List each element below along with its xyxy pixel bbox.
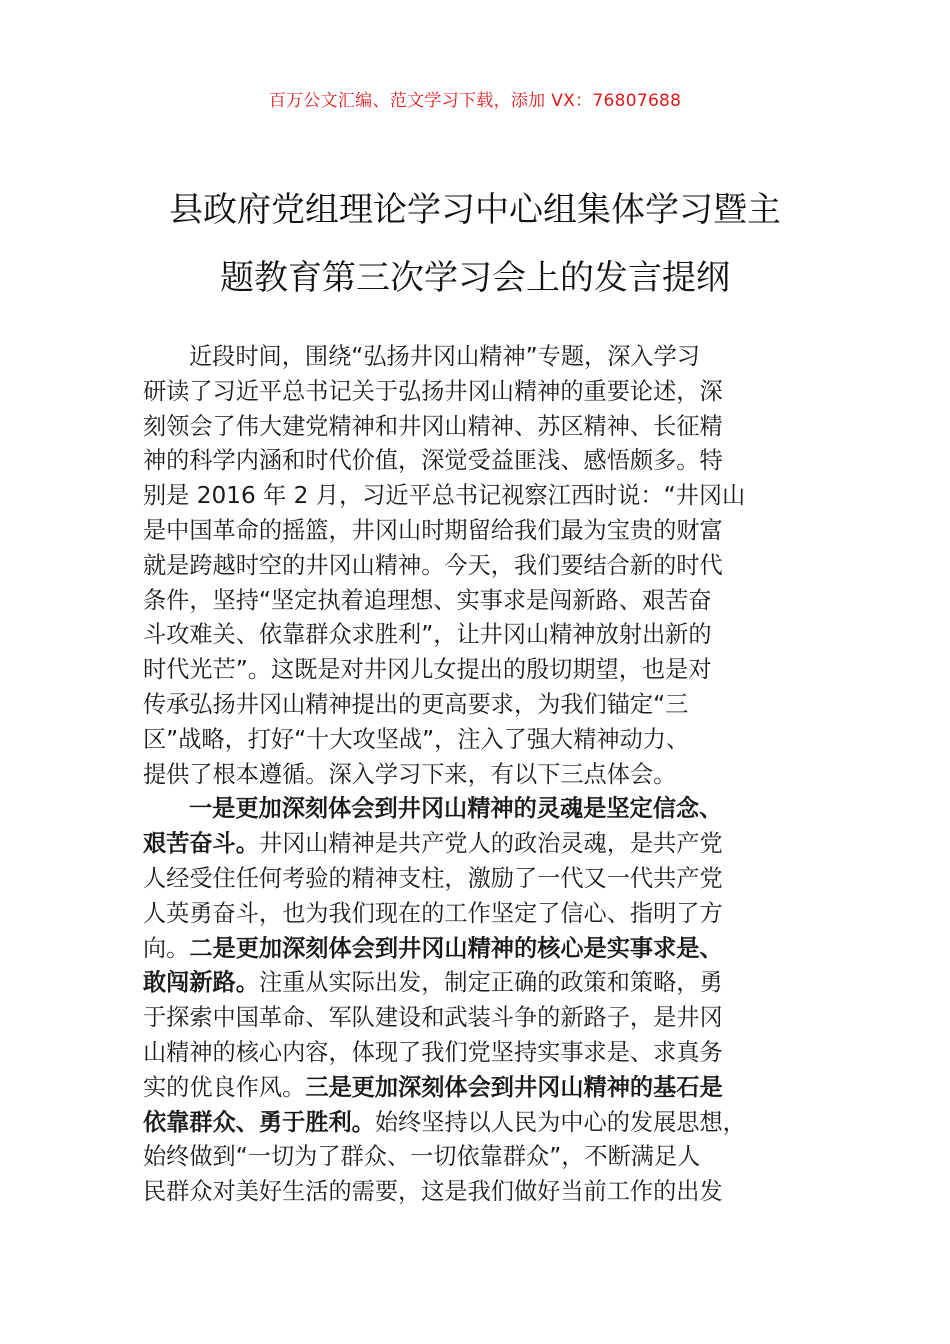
- body-line: [143, 444, 807, 479]
- text-segment: 始终做到“一切为了群众、一切依靠群众”，不断满足人: [143, 1143, 701, 1171]
- bold-text-segment: 依靠群众、勇于胜利。: [143, 1108, 375, 1136]
- bold-text-segment: 一是更加深刻体会到井冈山精神的灵魂是坚定信念、: [189, 795, 723, 823]
- text-segment: 研读了习近平总书记关于弘扬井冈山精神的重要论述，深: [143, 377, 723, 405]
- text-segment: 区”战略，打好“十大攻坚战”，注入了强大精神动力、: [143, 725, 690, 753]
- body-line: [143, 479, 807, 514]
- body-line: [143, 897, 807, 932]
- text-segment: 于探索中国革命、军队建设和武装斗争的新路子，是井冈: [143, 1004, 723, 1032]
- text-segment: 始终坚持以人民为中心的发展思想，: [374, 1108, 746, 1136]
- body-line: [143, 584, 807, 619]
- text-segment: 刻领会了伟大建党精神和井冈山精神、苏区精神、长征精: [143, 412, 723, 440]
- text-segment: 井冈山精神是共产党人的政治灵魂，是共产党: [258, 830, 723, 858]
- body-line: [143, 932, 807, 967]
- body-line: [143, 792, 807, 827]
- title-line-1: 县政府党组理论学习中心组集体学习暨主: [169, 190, 781, 230]
- body-line: [143, 862, 807, 897]
- text-segment: 民群众对美好生活的需要，这是我们做好当前工作的出发: [143, 1178, 723, 1206]
- bold-text-segment: 二是更加深刻体会到井冈山精神的核心是实事求是、: [189, 934, 723, 962]
- body-line: [143, 827, 807, 862]
- text-segment: 神的科学内涵和时代价值，深觉受益匪浅、感悟颇多。特: [143, 447, 723, 475]
- text-segment: 是中国革命的摇篮，井冈山时期留给我们最为宝贵的财富: [143, 516, 723, 544]
- text-segment: 条件，坚持“坚定执着追理想、实事求是闯新路、艰苦奋: [143, 586, 712, 614]
- body-line: [143, 653, 807, 688]
- text-segment: 时代光芒”。这既是对井冈儿女提出的殷切期望，也是对: [143, 656, 712, 684]
- body-line: [143, 758, 807, 793]
- body-line: [143, 375, 807, 410]
- bold-text-segment: 三是更加深刻体会到井冈山精神的基石是: [305, 1073, 723, 1101]
- body-line: [143, 688, 807, 723]
- bold-text-segment: 艰苦奋斗。: [143, 830, 259, 858]
- body-line: [143, 1001, 807, 1036]
- body-line: [143, 618, 807, 653]
- body-line: [143, 549, 807, 584]
- text-segment: 实的优良作风。: [143, 1073, 306, 1101]
- body-line: [143, 1140, 807, 1175]
- body-line: [143, 1175, 807, 1210]
- text-segment: 人经受住任何考验的精神支柱，激励了一代又一代共产党: [143, 864, 723, 892]
- text-segment: 斗攻难关、依靠群众求胜利”，让井冈山精神放射出新的: [143, 621, 712, 649]
- body-line: [143, 1036, 807, 1071]
- text-segment: 注重从实际出发，制定正确的政策和策略，勇: [258, 969, 723, 997]
- title-line-2: 题教育第三次学习会上的发言提纲: [220, 258, 730, 298]
- text-segment: 近段时间，围绕“弘扬井冈山精神”专题，深入学习: [189, 343, 700, 370]
- body-line: [143, 723, 807, 758]
- text-segment: 提供了根本遵循。深入学习下来，有以下三点体会。: [143, 760, 677, 788]
- text-segment: 就是跨越时空的井冈山精神。今天，我们要结合新的时代: [143, 551, 723, 579]
- text-segment: 向。: [143, 934, 190, 962]
- text-segment: 山精神的核心内容，体现了我们党坚持实事求是、求真务: [143, 1038, 723, 1066]
- body-line: [143, 1106, 807, 1141]
- body-line: [143, 1071, 807, 1106]
- body-line: [143, 340, 807, 375]
- document-title: [140, 176, 810, 312]
- text-segment: 传承弘扬井冈山精神提出的更高要求，为我们锚定“三: [143, 690, 689, 718]
- bold-text-segment: 敢闯新路。: [143, 969, 259, 997]
- text-segment: 别是 2016 年 2 月，习近平总书记视察江西时说：“井冈山: [143, 482, 746, 510]
- text-segment: 人英勇奋斗，也为我们现在的工作坚定了信心、指明了方: [143, 899, 723, 927]
- body-line: [143, 514, 807, 549]
- document-body: [143, 340, 807, 1210]
- promo-banner: 百万公文汇编、范文学习下载，添加 VX：76807688: [268, 91, 682, 111]
- body-line: [143, 966, 807, 1001]
- body-line: [143, 410, 807, 445]
